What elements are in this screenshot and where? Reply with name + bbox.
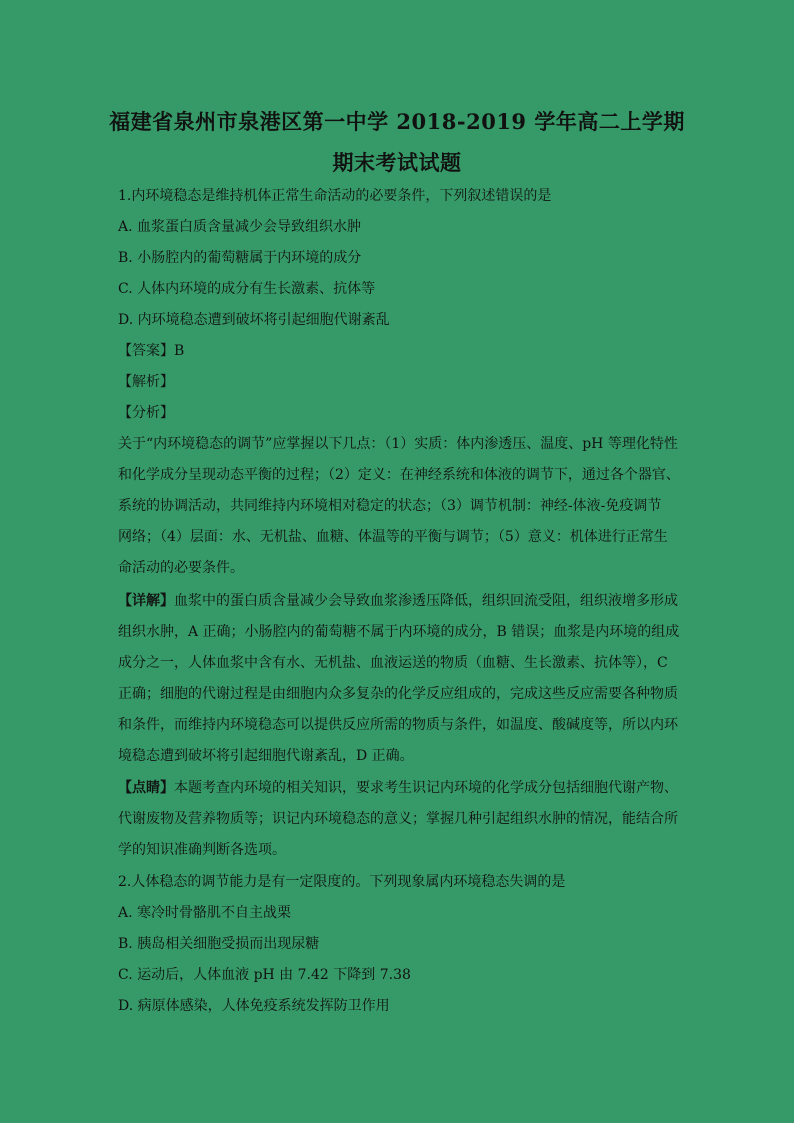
fenxi-text-line: 命活动的必要条件。 xyxy=(118,560,244,576)
fenxi-text-line: 系统的协调活动，共同维持内环境相对稳定的状态；（3）调节机制：神经-体液-免疫调节 xyxy=(118,498,662,514)
question-1-option-d: D. 内环境稳态遭到破坏将引起细胞代谢紊乱 xyxy=(118,312,390,328)
fenxi-text-line: 网络；（4）层面：水、无机盐、血糖、体温等的平衡与调节；（5）意义：机体进行正常生 xyxy=(118,529,668,545)
point-text-line: 学的知识准确判断各选项。 xyxy=(118,842,286,858)
question-2-option-d: D. 病原体感染，人体免疫系统发挥防卫作用 xyxy=(118,998,390,1014)
detail-text-line: 和条件，而维持内环境稳态可以提供反应所需的物质与条件，如温度、酸碱度等，所以内环 xyxy=(118,717,678,733)
fenxi-text-line: 和化学成分呈现动态平衡的过程；（2）定义：在神经系统和体液的调节下，通过各个器官、 xyxy=(118,467,680,483)
question-2-stem: 2.人体稳态的调节能力是有一定限度的。下列现象属内环境稳态失调的是 xyxy=(118,874,566,890)
detail-label: 【详解】 xyxy=(118,593,174,609)
question-2-option-b: B. 胰岛相关细胞受损而出现尿糖 xyxy=(118,936,320,952)
detail-text-line: 成分之一，人体血浆中含有水、无机盐、血液运送的物质（血糖、生长激素、抗体等），C xyxy=(118,655,668,671)
detail-text-line: 正确；细胞的代谢过程是由细胞内众多复杂的化学反应组成的，完成这些反应需要各种物质 xyxy=(118,686,678,702)
answer-line: 【答案】B xyxy=(118,343,185,359)
question-2-option-a: A. 寒冷时骨骼肌不自主战栗 xyxy=(118,905,292,921)
point-text-line: 代谢废物及营养物质等；识记内环境稳态的意义；掌握几种引起组织水肿的情况，能结合所 xyxy=(118,811,678,827)
question-1-option-a: A. 血浆蛋白质含量减少会导致组织水肿 xyxy=(118,219,362,235)
detail-paragraph-first-line xyxy=(118,591,678,611)
page-subtitle: 期末考试试题 xyxy=(332,150,462,175)
analysis-label: 【解析】 xyxy=(118,374,174,390)
detail-text: 血浆中的蛋白质含量减少会导致血浆渗透压降低，组织回流受阻，组织液增多形成 xyxy=(174,593,678,609)
question-2-option-c: C. 运动后，人体血液 pH 由 7.42 下降到 7.38 xyxy=(118,967,411,983)
point-text: 本题考查内环境的相关知识，要求考生识记内环境的化学成分包括细胞代谢产物、 xyxy=(174,780,678,796)
point-label: 【点睛】 xyxy=(118,780,174,796)
fenxi-text-line: 关于“内环境稳态的调节”应掌握以下几点：（1）实质：体内渗透压、温度、pH 等理化特性 xyxy=(118,436,678,452)
question-1-option-c: C. 人体内环境的成分有生长激素、抗体等 xyxy=(118,281,376,297)
page-title: 福建省泉州市泉港区第一中学 2018-2019 学年高二上学期 xyxy=(109,109,685,134)
detail-text-line: 组织水肿，A 正确；小肠腔内的葡萄糖不属于内环境的成分，B 错误；血浆是内环境的组成 xyxy=(118,624,680,640)
question-1-option-b: B. 小肠腔内的葡萄糖属于内环境的成分 xyxy=(118,250,362,266)
point-paragraph-first-line xyxy=(118,778,678,798)
fenxi-label: 【分析】 xyxy=(118,405,174,421)
detail-text-line: 境稳态遭到破坏将引起细胞代谢紊乱，D 正确。 xyxy=(118,748,414,764)
question-1-stem: 1.内环境稳态是维持机体正常生命活动的必要条件，下列叙述错误的是 xyxy=(118,188,552,204)
